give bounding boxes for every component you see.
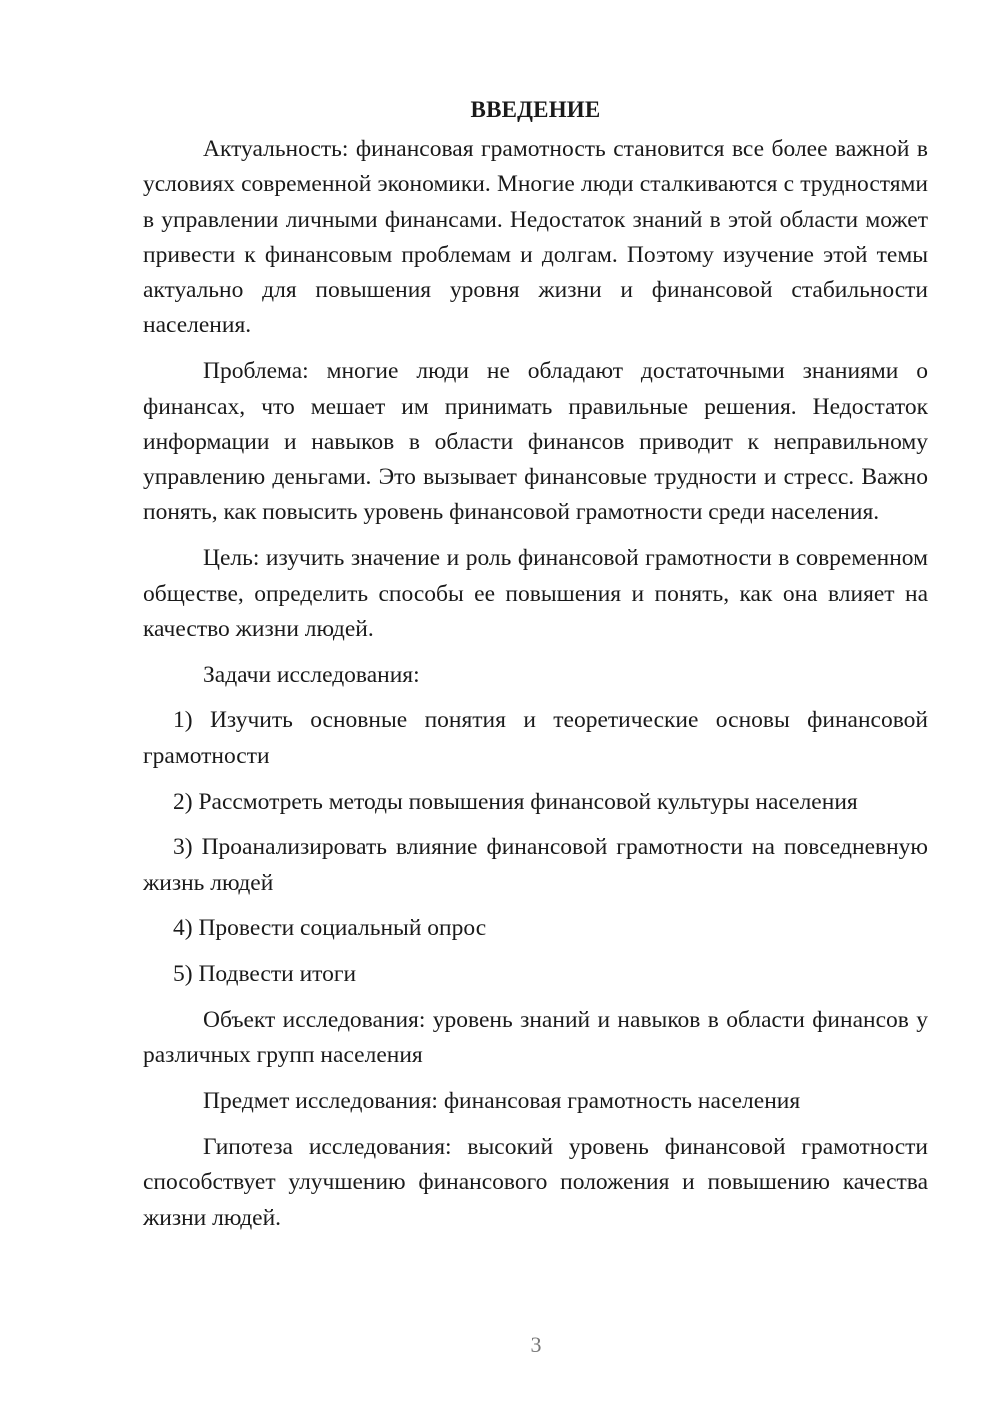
task-item-2: 2) Рассмотреть методы повышения финансовой культуры населения: [173, 788, 858, 815]
document-page: [143, 92, 928, 1246]
problem-paragraph: Проблема: многие люди не обладают достаточными знаниями о финансах, что мешает им принимать правильные решения. Недостаток информации и навыков в области финансов приводит к неправильному управлению деньгами. Это вызывает финансовые трудности и стресс. Важно понять, как повысить уровень финансовой грамотности среди населения.: [143, 358, 928, 526]
task-item-3: 3) Проанализировать влияние финансовой грамотности на повседневную жизнь людей: [143, 834, 928, 896]
task-item-1: 1) Изучить основные понятия и теоретические основы финансовой грамотности: [143, 707, 928, 769]
goal-paragraph: Цель: изучить значение и роль финансовой грамотности в современном обществе, определить способы ее повышения и понять, как она влияет на качество жизни людей.: [143, 545, 928, 642]
task-item-4: 4) Провести социальный опрос: [173, 915, 487, 942]
hypothesis-paragraph: Гипотеза исследования: высокий уровень финансовой грамотности способствует улучшению финансового положения и повышению качества жизни людей.: [143, 1133, 928, 1231]
tasks-heading: Задачи исследования:: [203, 661, 420, 688]
subject-paragraph: Предмет исследования: финансовая грамотность населения: [203, 1088, 801, 1115]
relevance-paragraph: Актуальность: финансовая грамотность становится все более важной в условиях современной экономики. Многие люди сталкиваются с трудностями в управлении личными финансами. Недостаток знаний в этой области может привести к финансовым проблемам и долгам. Поэтому изучение этой темы актуально для повышения уровня жизни и финансовой стабильности населения.: [143, 136, 928, 339]
object-paragraph: Объект исследования: уровень знаний и навыков в области финансов у различных групп населения: [143, 1007, 928, 1069]
task-item-5: 5) Подвести итоги: [173, 961, 357, 988]
section-title: ВВЕДЕНИЕ: [470, 97, 601, 122]
page-number: 3: [530, 1332, 542, 1357]
